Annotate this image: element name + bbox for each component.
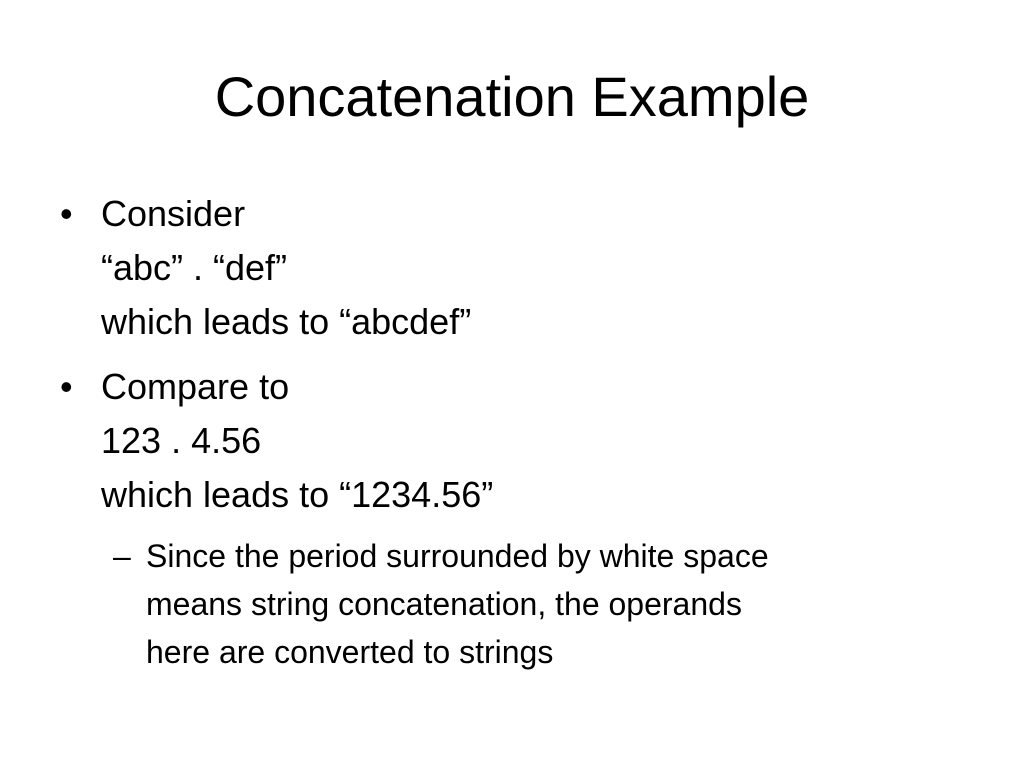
- sub-bullet-marker: –: [113, 538, 131, 574]
- sub-bullet-line: means string concatenation, the operands: [146, 586, 742, 622]
- sub-bullet-line: here are converted to strings: [146, 634, 554, 670]
- bullet-marker: •: [60, 366, 73, 407]
- sub-bullet-text: [146, 532, 769, 676]
- bullet-line: which leads to “abcdef”: [101, 301, 472, 342]
- bullet-line: 123 . 4.56: [101, 420, 262, 461]
- bullet-line: Consider: [101, 193, 246, 234]
- bullet-line: “abc” . “def”: [101, 247, 288, 288]
- bullet-line: which leads to “1234.56”: [101, 474, 494, 515]
- bullet-line: Compare to: [101, 366, 290, 407]
- slide-title: Concatenation Example: [214, 65, 810, 128]
- bullet-text: [101, 187, 471, 349]
- bullet-text: [101, 360, 493, 522]
- sub-bullet-line: Since the period surrounded by white space: [146, 538, 769, 574]
- bullet-marker: •: [60, 193, 73, 234]
